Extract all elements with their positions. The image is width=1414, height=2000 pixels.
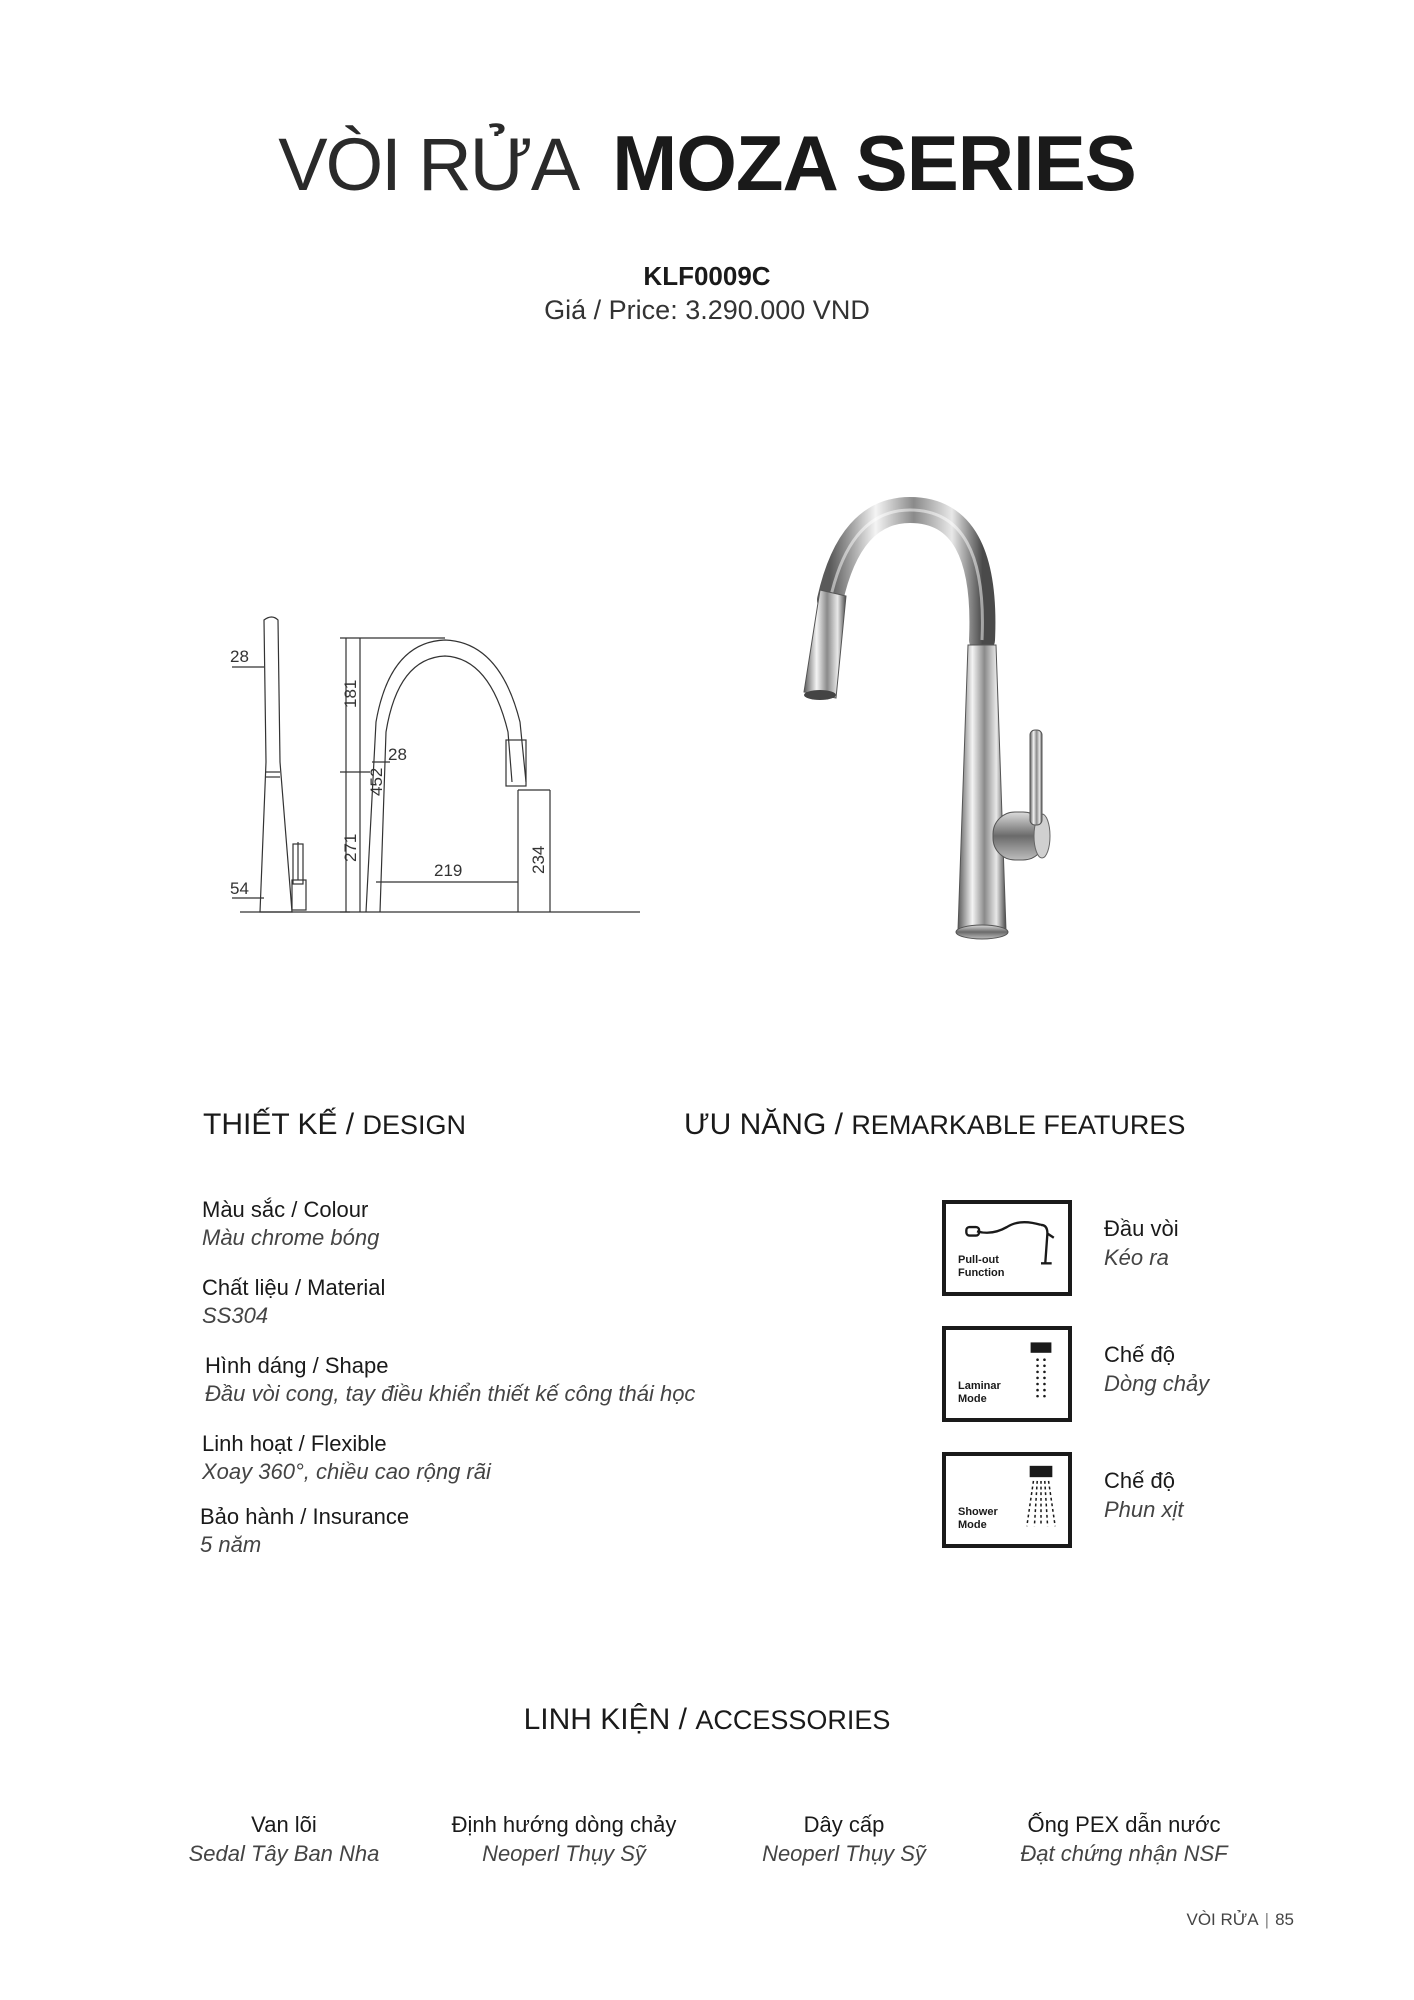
product-photo: [760, 430, 1090, 950]
spec-label: Màu sắc / Colour: [202, 1197, 369, 1222]
accessories-heading: [0, 1703, 1414, 1737]
features-heading-main: ƯU NĂNG /: [684, 1108, 843, 1141]
feature-subtitle: Dòng chảy: [1104, 1371, 1210, 1396]
dimension-label: 452: [367, 767, 386, 796]
spec-label: Bảo hành / Insurance: [200, 1504, 410, 1529]
accessory-subtitle: Neoperl Thụy Sỹ: [482, 1841, 646, 1866]
pull-out-feature-box: [942, 1200, 1072, 1296]
accessory-item: [134, 1810, 434, 1868]
side-view-drawing: [232, 617, 350, 912]
feature-title: Đầu vòi: [1104, 1216, 1179, 1241]
spec-value: Đầu vòi cong, tay điều khiển thiết kế công thái học: [205, 1381, 696, 1406]
price: Giá / Price: 3.290.000 VND: [544, 295, 870, 325]
accessory-title: Van lõi: [251, 1812, 317, 1837]
dimension-label: 28: [230, 647, 249, 666]
spec-shape: [205, 1352, 805, 1408]
feature-box-label: Shower Mode: [958, 1506, 998, 1531]
accessory-title: Ống PEX dẫn nước: [1027, 1812, 1221, 1837]
laminar-feature-box: [942, 1326, 1072, 1422]
accessories-heading-sub: ACCESSORIES: [695, 1705, 891, 1735]
page-footer: [1187, 1910, 1295, 1930]
title-series: MOZA SERIES: [612, 119, 1136, 207]
design-heading: [203, 1108, 466, 1142]
accessory-item: [974, 1810, 1274, 1868]
spec-value: SS304: [202, 1303, 269, 1328]
feature-subtitle: Kéo ra: [1104, 1245, 1169, 1270]
shower-spray-icon: [1024, 1462, 1058, 1532]
features-heading: [684, 1108, 1185, 1142]
accessory-subtitle: Sedal Tây Ban Nha: [188, 1841, 380, 1866]
technical-drawing: [220, 612, 640, 952]
dimension-label: 181: [341, 679, 360, 708]
spec-insurance: [200, 1503, 800, 1559]
spec-label: Linh hoạt / Flexible: [202, 1431, 387, 1456]
dimension-label: 54: [230, 879, 249, 898]
design-heading-main: THIẾT KẾ /: [203, 1108, 355, 1141]
accessory-title: Định hướng dòng chảy: [451, 1812, 677, 1837]
spec-label: Hình dáng / Shape: [205, 1353, 389, 1378]
spec-value: Màu chrome bóng: [202, 1225, 380, 1250]
features-heading-sub: REMARKABLE FEATURES: [851, 1110, 1186, 1140]
feature-item: [1104, 1466, 1304, 1524]
page-number: 85: [1275, 1910, 1294, 1929]
feature-box-label: Pull-out Function: [958, 1254, 1005, 1279]
dimension-label: 271: [341, 833, 360, 862]
spec-label: Chất liệu / Material: [202, 1275, 386, 1300]
accessory-title: Dây cấp: [803, 1812, 885, 1837]
accessory-item: [414, 1810, 714, 1868]
accessory-subtitle: Neoperl Thụy Sỹ: [762, 1841, 926, 1866]
model-code: KLF0009C: [643, 261, 771, 291]
spec-material: [202, 1274, 802, 1330]
shower-feature-box: [942, 1452, 1072, 1548]
spec-value: Xoay 360°, chiều cao rộng rãi: [202, 1459, 491, 1484]
feature-title: Chế độ: [1104, 1342, 1175, 1367]
spec-flexible: [202, 1430, 802, 1486]
accessories-heading-main: LINH KIỆN /: [523, 1703, 687, 1736]
dimension-label: 28: [388, 745, 407, 764]
dimension-label: 219: [434, 861, 463, 880]
title-category: VÒI RỬA: [278, 123, 579, 206]
feature-subtitle: Phun xịt: [1104, 1497, 1184, 1522]
accessory-item: [694, 1810, 994, 1868]
page-title: [0, 118, 1414, 209]
dimension-label: 234: [529, 845, 548, 874]
spec-value: 5 năm: [200, 1532, 262, 1557]
footer-section: VÒI RỬA: [1186, 1910, 1259, 1929]
laminar-flow-icon: [1028, 1336, 1054, 1406]
feature-title: Chế độ: [1104, 1468, 1175, 1493]
feature-box-label: Laminar Mode: [958, 1380, 1001, 1405]
feature-item: [1104, 1340, 1304, 1398]
design-heading-sub: DESIGN: [362, 1110, 467, 1140]
accessory-subtitle: Đạt chứng nhận NSF: [1020, 1841, 1228, 1866]
feature-item: [1104, 1214, 1304, 1272]
spec-colour: [202, 1196, 802, 1252]
footer-separator: |: [1264, 1910, 1270, 1929]
